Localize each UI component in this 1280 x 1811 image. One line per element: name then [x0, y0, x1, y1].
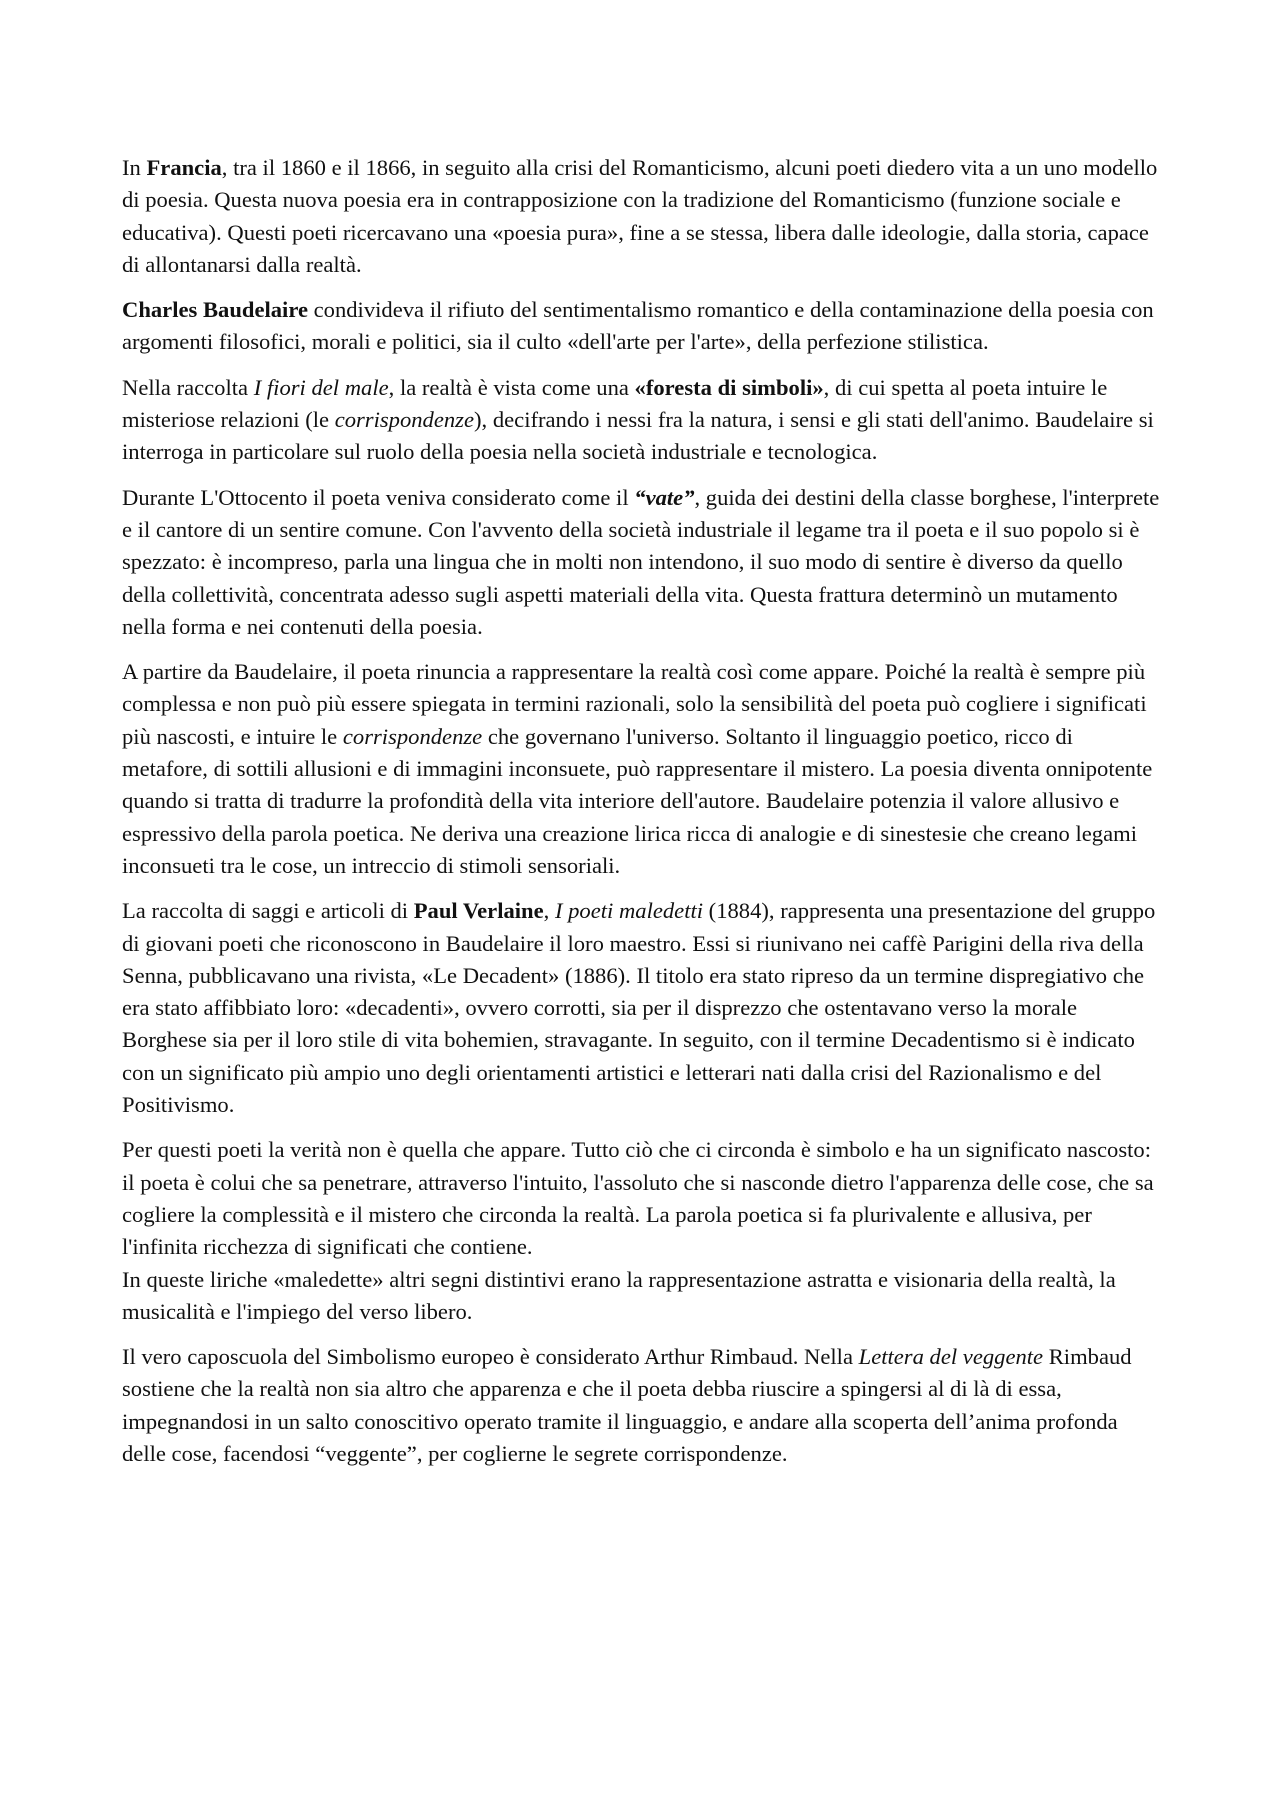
term-corrispondenze: corrispondenze — [342, 723, 483, 749]
paragraph-vate: Durante L'Ottocento il poeta veniva considerato come il “vate”, guida dei destini della classe borghese, l'interprete e il cantore di un sentire comune. Con l'avvento della società industriale il legame tra il poeta e il suo popolo si è spezzato: è incompreso, parla una lingua che in molti non intendono, il suo modo di sentire è diverso da quello della collettività, concentrata adesso sugli aspetti materiali della vita. Questa frattura determinò un mutamento nella forma e nei contenuti della poesia. — [122, 484, 1160, 639]
title-i-fiori-del-male: I fiori del male — [253, 374, 389, 400]
paragraph-fiori-del-male: Nella raccolta I fiori del male, la realtà è vista come una «foresta di simboli», di cui spetta al poeta intuire le misteriose relazioni (le corrispondenze), decifrando i nessi fra la natura, i sensi e gli stati dell'animo. Baudelaire si interroga in particolare sul ruolo della poesia nella società industriale e tecnologica. — [122, 374, 1154, 465]
term-corrispondenze: corrispondenze — [334, 407, 475, 433]
document-body — [122, 152, 1162, 1483]
paragraph-verlaine: La raccolta di saggi e articoli di Paul Verlaine, I poeti maledetti (1884), rappresenta una presentazione del gruppo di giovani poeti che riconoscono in Baudelaire il loro maestro. Essi si riunivano nei caffè Parigini della riva della Senna, pubblicavano una rivista, «Le Decadent» (1886). Il titolo era stato ripreso da un termine dispregiativo che era stato affibbiato loro: «decadenti», ovvero corrotti, sia per il disprezzo che ostentavano verso la morale Borghese sia per il loro stile di vita bohemien, stravagante. In seguito, con il termine Decadentismo si è indicato con un significato più ampio uno degli orientamenti artistici e letterari nati dalla crisi del Razionalismo e del Positivismo. — [122, 898, 1156, 1118]
emphasis-foresta-di-simboli: «foresta di simboli» — [634, 374, 824, 400]
paragraph-baudelaire: Charles Baudelaire condivideva il rifiuto del sentimentalismo romantico e della contaminazione della poesia con argomenti filosofici, morali e politici, sia il culto «dell'arte per l'arte», della perfezione stilistica. — [122, 297, 1154, 355]
paragraph-poetica-baudelaire: A partire da Baudelaire, il poeta rinuncia a rappresentare la realtà così come appare. Poiché la realtà è sempre più complessa e non può più essere spiegata in termini razionali, solo la sensibilità del poeta può cogliere i significati più nascosti, e intuire le corrispondenze che governano l'universo. Soltanto il linguaggio poetico, ricco di metafore, di sottili allusioni e di immagini inconsuete, può rappresentare il mistero. La poesia diventa onnipotente quando si tratta di tradurre la profondità della vita interiore dell'autore. Baudelaire potenzia il valore allusivo e espressivo della parola poetica. Ne deriva una creazione lirica ricca di analogie e di sinestesie che creano legami inconsueti tra le cose, un intreccio di stimoli sensoriali. — [122, 659, 1153, 878]
paragraph-verita: Per questi poeti la verità non è quella che appare. Tutto ciò che ci circonda è simbolo e ha un significato nascosto: il poeta è colui che sa penetrare, attraverso l'intuito, l'assoluto che si nasconde dietro l'apparenza delle cose, che sa cogliere la complessità e il mistero che circonda la realtà. La parola poetica si fa plurivalente e allusiva, per l'infinita ricchezza di significati che contiene. In queste liriche «maledette» altri segni distintivi erano la rappresentazione astratta e visionaria della realtà, la musicalità e l'impiego del verso libero. — [122, 1137, 1154, 1324]
title-lettera-del-veggente: Lettera del veggente — [858, 1344, 1044, 1370]
emphasis-francia: Francia — [146, 155, 222, 180]
paragraph-francia: In Francia, tra il 1860 e il 1866, in seguito alla crisi del Romanticismo, alcuni poeti diedero vita a un uno modello di poesia. Questa nuova poesia era in contrapposizione con la tradizione del Romanticismo (funzione sociale e educativa). Questi poeti ricercavano una «poesia pura», fine a se stessa, libera dalle ideologie, dalla storia, capace di allontanarsi dalla realtà. — [122, 155, 1158, 277]
emphasis-vate: “vate” — [634, 484, 695, 510]
emphasis-paul-verlaine: Paul Verlaine — [413, 898, 544, 924]
paragraph-rimbaud: Il vero caposcuola del Simbolismo europeo è considerato Arthur Rimbaud. Nella Lettera del veggente Rimbaud sostiene che la realtà non sia altro che apparenza e che il poeta debba riuscire a spingersi al di là di essa, impegnandosi in un salto conoscitivo operato tramite il linguaggio, e andare alla scoperta dell’anima profonda delle cose, facendosi “veggente”, per coglierne le segrete corrispondenze. — [122, 1344, 1132, 1466]
title-i-poeti-maledetti: I poeti maledetti — [554, 898, 704, 924]
emphasis-charles-baudelaire: Charles Baudelaire — [122, 297, 308, 323]
